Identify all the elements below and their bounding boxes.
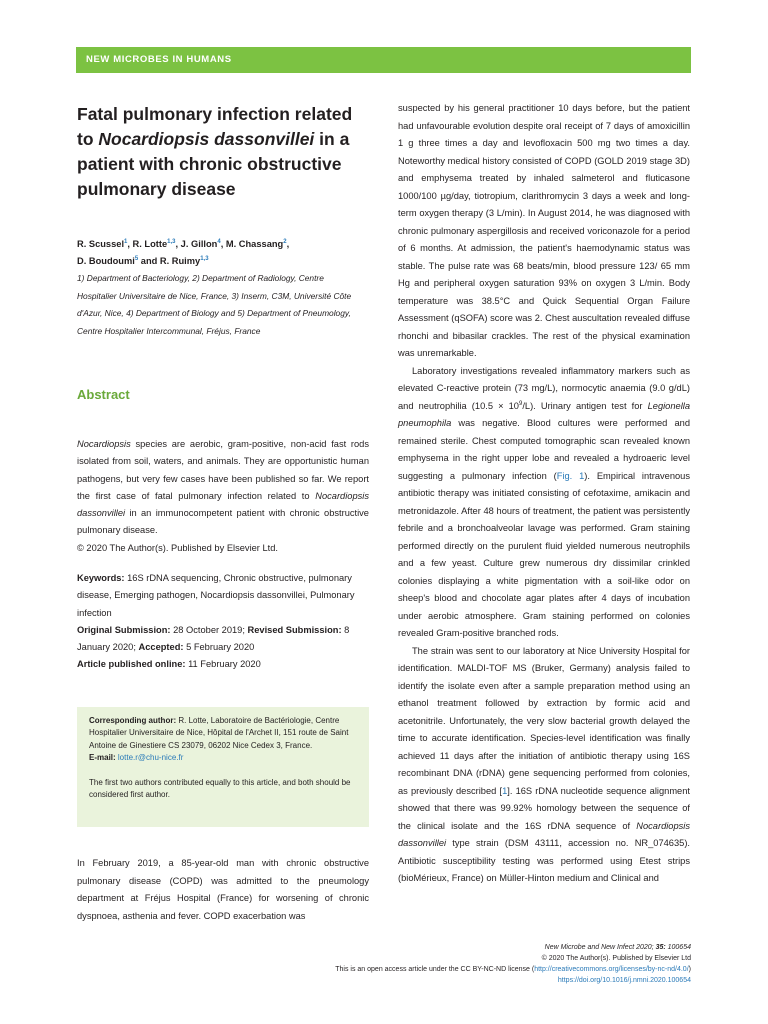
abstract-heading: Abstract (77, 387, 130, 402)
corresponding-author-box: Corresponding author: R. Lotte, Laboratoire de Bactériologie, Centre Hospitalier Universitaire de Nice, Hôpital de l'Archet II, 151 route de Saint Antoine de Ginestiere CS 23079, 06202 Nice Cedex 3, France. E-mail: lotte.r@chu-nice.fr The first two authors contributed equally to this article, and both should be considered first author. (77, 707, 369, 827)
abstract-copyright: © 2020 The Author(s). Published by Elsevier Ltd. (77, 542, 278, 553)
figure-link[interactable]: Fig. 1 (556, 470, 585, 481)
section-banner: NEW MICROBES IN HUMANS (76, 47, 691, 73)
footer-license: This is an open access article under the CC BY-NC-ND license (http://creativecommons.org/licenses/by-nc-nd/4.0/) (335, 966, 691, 973)
equal-contribution-note: The first two authors contributed equally to this article, and both should be considered first author. (89, 777, 351, 800)
license-link[interactable]: http://creativecommons.org/licenses/by-nc-nd/4.0/ (534, 966, 689, 973)
author-list: R. Scussel$^1$, R. Lotte$^{1,3}$, J. Gillon$^4$, M. Chassang$^2$, D. Boudoumi$^5$ and R. Ruimy$^{1,3}$ (77, 238, 290, 266)
reference-link[interactable]: 1 (502, 785, 508, 796)
title-species: Nocardiopsis dassonvillei (98, 129, 315, 149)
article-title: Fatal pulmonary infection related to Nocardiopsis dassonvillei in a patient with chronic obstructive pulmonary disease (77, 104, 353, 199)
affiliations: 1) Department of Bacteriology, 2) Department of Radiology, Centre Hospitalier Universitaire de Nice, France, 3) Inserm, C3M, Université Côte d'Azur, Nice, 4) Department of Biology and 5) Department of Pneumology, Centre Hospitalier Intercommunal, Fréjus, France (77, 273, 352, 336)
abstract-text: Nocardiopsis species are aerobic, gram-positive, non-acid fast rods isolated from soil, waters, and animals. They are opportunistic human pathogens, but very few cases have been published so far. We report the first case of fatal pulmonary infection related to Nocardiopsis dassonvillei in an immunocompetent patient with chronic obstructive pulmonary disease. © 2020 The Author(s). Published by Elsevier Ltd. (77, 439, 369, 553)
doi-link[interactable]: https://doi.org/10.1016/j.nmni.2020.100654 (557, 977, 691, 984)
email-link[interactable]: lotte.r@chu-nice.fr (117, 753, 184, 763)
body-text-left: In February 2019, a 85-year-old man with chronic obstructive pulmonary disease (COPD) was admitted to the pneumology department at Fréjus Hospital (France) for worsening of chronic dyspnoea, asthenia and fever. COPD exacerbation was (77, 858, 369, 921)
footer-copyright: © 2020 The Author(s). Published by Elsevier Ltd (541, 955, 691, 962)
body-text-right: suspected by his general practitioner 10 days before, but the patient had unfavourable evolution despite oral receipt of 7 days of amoxicillin 1 g three times a day and levofloxacin 500 mg two times a day. Noteworthy medical history consisted of COPD (GOLD 2019 stage 3D) and emphysema treated by inhaled salmeterol and fluticasone 1000/100 µg/day, tiotropium, clarithromycin 3 days a week and long-term oxygen therapy (3 L/min). In August 2014, he was diagnosed with chronic pulmonary aspergillosis and received voriconazole for a period of 6 months. At admission, the patient's haemodynamic status was stable. The pulse rate was 68 beats/min, blood pressure 123/ 65 mm Hg and peripheral oxygen saturation 93% on oxygen 3 L/min. Body temperature was 38.5°C and Quick Sequential Organ Failure Assessment (qSOFA) score was 2. Chest auscultation revealed diffuse rhonchi and bibasilar crackles. The rest of the physical examination was unremarkable. Laboratory investigations revealed inflammatory markers such as elevated C-reactive protein (73 mg/L), normocytic anaemia (9.0 g/dL) and neutrophilia $(10.5 \times 10^9/L)$. Urinary antigen test for Legionella pneumophila was negative. Blood cultures were performed and remained sterile. Chest computed tomographic scan revealed known emphysema in the right upper lobe and revealed a hydroaeric level suggesting a pulmonary infection (Fig. 1). Empirical intravenous antibiotic therapy was initiated consisting of cefotaxime, amikacin and metronidazole. After 48 hours of treatment, the patient was persistently febrile and a bronchoalveolar lavage was performed. Gram staining performed directly on the purulent fluid yielded numerous neutrophils and a few yeast. Culture grew numerous dry dissimilar crinkled colonies displaying a white pigmentation with a soil-like odor on sheep's blood and chocolate agar plates after 4 days of incubation under aerobic atmosphere. Gram staining performed on colonies revealed Gram-positive branched rods. The strain was sent to our laboratory at Nice University Hospital for identification. MALDI-TOF MS (Bruker, Germany) analysis failed to identify the isolate even after a sample preparation method using an ethanol treatment followed by extraction by formic acid and acetonitrile. Unfortunately, the very slow bacterial growth delayed the time to accurate identification. Species-level identification was finally achieved 11 days after the initiation of antibiotic therapy using 16S recombinant DNA (rDNA) gene sequencing performed from colonies, as previously described [1]. 16S rDNA nucleotide sequence alignment showed that there was 99.92% homology between the sequence of the clinical isolate and the 16S rDNA sequence of Nocardiopsis dassonvillei type strain (DSM 43111, accession no. NR_074635). Antibiotic susceptibility testing was performed using Etest strips (bioMérieux, France) on Müller-Hinton medium and Clinical and (398, 103, 691, 883)
article-metadata: Keywords: 16S rDNA sequencing, Chronic obstructive, pulmonary disease, Emerging pathogen, Nocardiopsis dassonvillei, Pulmonary infection Original Submission: 28 October 2019; Revised Submission: 8 January 2020; Accepted: 5 February 2020 Article published online: 11 February 2020 (77, 573, 355, 670)
footer-citation: New Microbe and New Infect 2020; 35: 100654 (544, 944, 691, 951)
keywords: 16S rDNA sequencing, Chronic obstructive, pulmonary disease, Emerging pathogen, Nocardiopsis dassonvillei, Pulmonary infection (77, 573, 355, 618)
